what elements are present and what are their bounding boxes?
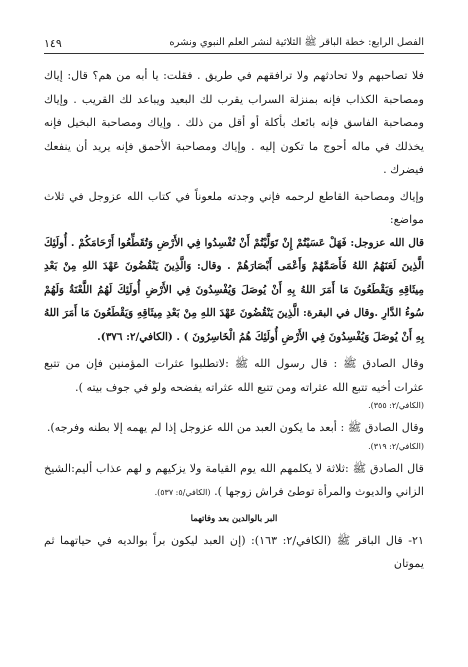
hadith-distance-text: وقال الصادق ﷺ : أبعد ما يكون العبد من الله عزوجل إذا لم يهمه إلا بطنه وفرجه). <box>46 421 424 434</box>
hadith-faults-ref: (الكافي/٢: ٣٥٥). <box>368 401 424 410</box>
section-subtitle: البر بالوالدين بعد وفاتهما <box>190 513 278 524</box>
running-title: الفصل الرابع: خطة الباقر ﷺ الثلاثية لنشر العلم النبوي ونشره <box>169 37 424 48</box>
hadith-parents: ٢١- قال الباقر ﷺ (الكافي/٢: ١٦٣): (إن العبد ليكون براً بوالديه في حياتهما ثم يموتان <box>44 533 425 570</box>
paragraph-kinship: وإياك ومصاحبة القاطع لرحمه فإني وجدته ملعوناً في كتاب الله عزوجل في ثلاث مواضع: <box>44 189 424 226</box>
hadith-three-text: قال الصادق ﷺ :ثلاثة لا يكلمهم الله يوم القيامة ولا يزكيهم و لهم عذاب أليم:الشيخ الزاني والديوث والمرأة توطئ فراش زوجها ). <box>44 461 424 498</box>
hadith-faults-text: وقال الصادق ﷺ : قال رسول الله ﷺ :لاتطلبوا عثرات المؤمنين فإن من تتبع عثرات أخيه تتبع الله عثراته ومن تتبع الله عثراته يفضحه ولو في جوف بيته ). <box>44 357 424 394</box>
hadith-three <box>44 457 424 505</box>
hadith-distance-ref: (الكافي/٢: ٣١٩). <box>368 441 424 451</box>
hadith-three-ref: (الكافي/٥: ٥٣٧). <box>154 488 211 497</box>
hadith-faults <box>44 352 424 399</box>
paragraph-companions: فلا تصاحبهم ولا تحادثهم ولا ترافقهم في طريق . فقلت: يا أبه من هم؟ قال: إياك ومصاحبة الكذاب فإنه بمنزلة السراب يقرب لك البعيد ويباعد لك القريب . وإياك ومصاحبة الفاسق فإنه بائعك بأكلة أو أقل من ذلك . وإياك ومصاحبة البخيل فإنه يخذلك في ماله أحوج ما تكون إليه . وإياك ومصاحبة الأحمق فإنه يريد أن ينفعك فيضرك . <box>44 69 424 176</box>
page-number: ١٤٩ <box>44 37 62 50</box>
paragraph-quran-verses: قال الله عزوجل: فَهَلْ عَسَيْتُمْ إِنْ تَوَلَّيْتُمْ أَنْ تُفْسِدُوا فِي الأَرْضِ وَتُقَطِّعُوا أَرْحَامَكُمْ . أُولَئِكَ الَّذِينَ لَعَنَهُمُ اللهُ فَأَصَمَّهُمْ وَأَعْمَى أَبْصَارَهُمْ . وقال: وَالَّذِينَ يَنْقُضُونَ عَهْدَ اللهِ مِنْ بَعْدِ مِيثَاقِهِ وَيَقْطَعُونَ مَا أَمَرَ اللهُ بِهِ أَنْ يُوصَلَ وَيُفْسِدُونَ فِي الأَرْضِ أُولَئِكَ لَهُمُ اللَّعْنَةُ وَلَهُمْ سُوءُ الدَّارِ .وقال في البقرة: الَّذِينَ يَنْقُضُونَ عَهْدَ اللهِ مِنْ بَعْدِ مِيثَاقِهِ وَيَقْطَعُونَ مَا أَمَرَ اللهُ بِهِ أَنْ يُوصَلَ وَيُفْسِدُونَ فِي الأَرْضِ أُولَئِكَ هُمُ الْخَاسِرُونَ ) . (الكافي/٢: ٣٧٦). <box>44 236 424 343</box>
page-header <box>44 36 424 54</box>
hadith-distance <box>44 416 424 440</box>
